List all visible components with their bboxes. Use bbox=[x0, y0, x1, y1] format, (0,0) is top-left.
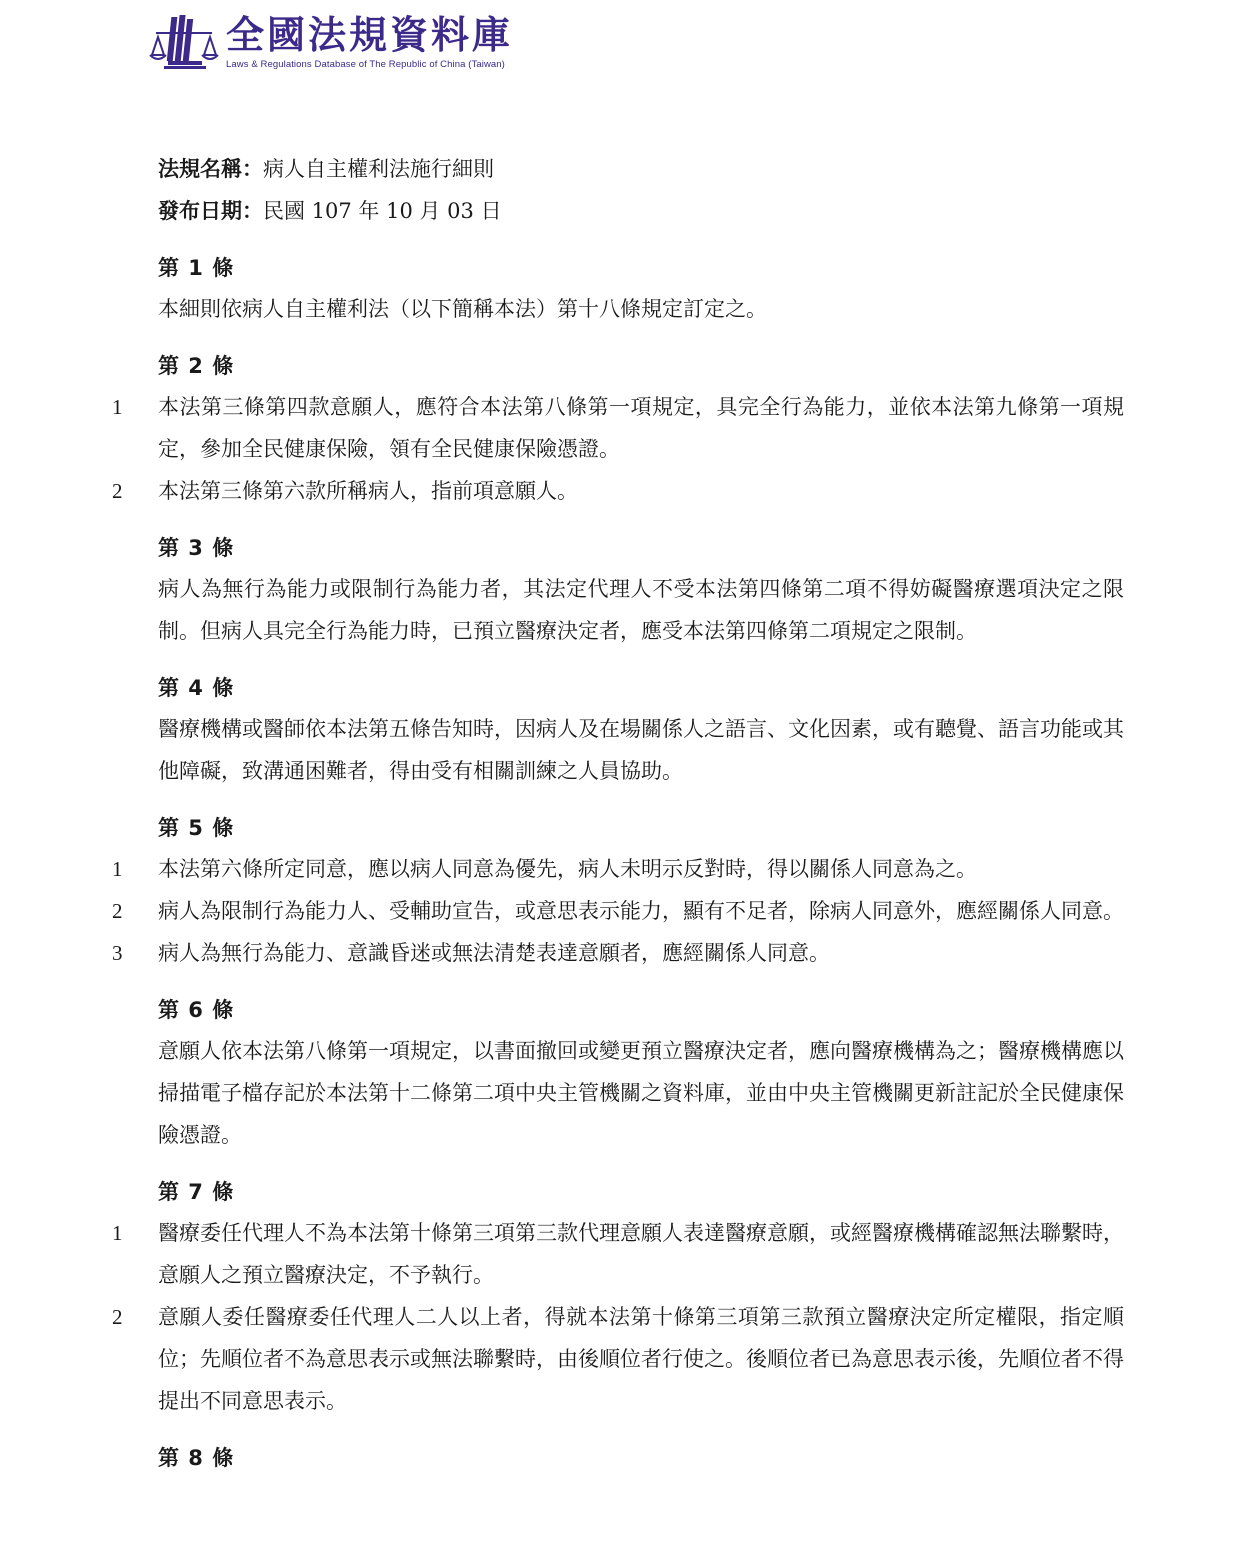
paragraph-number bbox=[0, 1030, 158, 1156]
law-name-row bbox=[158, 148, 1240, 190]
article-paragraph bbox=[0, 470, 1240, 512]
paragraph-number bbox=[0, 708, 158, 792]
paragraph-number: 3 bbox=[112, 941, 123, 965]
article bbox=[0, 1438, 1240, 1478]
article-title: 第 6 條 bbox=[158, 998, 235, 1022]
article-paragraph bbox=[0, 568, 1240, 652]
article-title: 第 2 條 bbox=[158, 354, 235, 378]
site-title: 全國法規資料庫 bbox=[226, 12, 514, 57]
article bbox=[0, 346, 1240, 512]
paragraph-text: 醫療機構或醫師依本法第五條告知時，因病人及在場關係人之語言、文化因素，或有聽覺、語言功能或其他障礙，致溝通困難者，得由受有相關訓練之人員協助。 bbox=[158, 717, 1124, 783]
paragraph-number: 1 bbox=[112, 1221, 123, 1245]
paragraph-number bbox=[0, 568, 158, 652]
paragraph-text: 病人為限制行為能力人、受輔助宣告，或意思表示能力，顯有不足者，除病人同意外，應經關係人同意。 bbox=[158, 899, 1124, 923]
article bbox=[0, 528, 1240, 652]
article bbox=[0, 248, 1240, 330]
paragraph-text: 本細則依病人自主權利法（以下簡稱本法）第十八條規定訂定之。 bbox=[158, 297, 767, 321]
publish-date-row bbox=[158, 190, 1240, 232]
paragraph-number: 2 bbox=[112, 1305, 123, 1329]
publish-date-value: 民國 107 年 10 月 03 日 bbox=[263, 199, 502, 223]
article bbox=[0, 668, 1240, 792]
article-paragraph bbox=[0, 288, 1240, 330]
article-paragraph bbox=[0, 1030, 1240, 1156]
article-title: 第 3 條 bbox=[158, 536, 235, 560]
site-header bbox=[148, 10, 513, 72]
paragraph-number: 1 bbox=[112, 395, 123, 419]
scales-books-icon bbox=[148, 11, 220, 71]
article-title: 第 1 條 bbox=[158, 256, 235, 280]
publish-date-label: 發布日期： bbox=[158, 199, 263, 223]
site-subtitle: Laws & Regulations Database of The Republic of China (Taiwan) bbox=[226, 58, 505, 70]
article-title: 第 5 條 bbox=[158, 816, 235, 840]
article bbox=[0, 1172, 1240, 1422]
article-paragraph bbox=[0, 386, 1240, 470]
article bbox=[0, 808, 1240, 974]
paragraph-text: 本法第三條第六款所稱病人，指前項意願人。 bbox=[158, 479, 578, 503]
article-title: 第 4 條 bbox=[158, 676, 235, 700]
paragraph-text: 意願人依本法第八條第一項規定，以書面撤回或變更預立醫療決定者，應向醫療機構為之；醫療機構應以掃描電子檔存記於本法第十二條第二項中央主管機關之資料庫，並由中央主管機關更新註記於全民健康保險憑證。 bbox=[158, 1039, 1124, 1147]
paragraph-text: 本法第三條第四款意願人，應符合本法第八條第一項規定，具完全行為能力，並依本法第九條第一項規定，參加全民健康保險，領有全民健康保險憑證。 bbox=[158, 395, 1124, 461]
article bbox=[0, 990, 1240, 1156]
article-paragraph bbox=[0, 1212, 1240, 1296]
article-paragraph bbox=[0, 932, 1240, 974]
paragraph-text: 病人為無行為能力、意識昏迷或無法清楚表達意願者，應經關係人同意。 bbox=[158, 941, 830, 965]
paragraph-number: 2 bbox=[112, 479, 123, 503]
article-paragraph bbox=[0, 848, 1240, 890]
paragraph-text: 本法第六條所定同意，應以病人同意為優先，病人未明示反對時，得以關係人同意為之。 bbox=[158, 857, 977, 881]
law-document bbox=[0, 148, 1240, 1478]
law-name-value: 病人自主權利法施行細則 bbox=[263, 157, 494, 181]
paragraph-number: 1 bbox=[112, 857, 123, 881]
article-title: 第 8 條 bbox=[158, 1446, 235, 1470]
paragraph-text: 醫療委任代理人不為本法第十條第三項第三款代理意願人表達醫療意願，或經醫療機構確認無法聯繫時，意願人之預立醫療決定，不予執行。 bbox=[158, 1221, 1124, 1287]
article-paragraph bbox=[0, 1296, 1240, 1422]
law-name-label: 法規名稱： bbox=[158, 157, 263, 181]
article-paragraph bbox=[0, 890, 1240, 932]
paragraph-text: 病人為無行為能力或限制行為能力者，其法定代理人不受本法第四條第二項不得妨礙醫療選項決定之限制。但病人具完全行為能力時，已預立醫療決定者，應受本法第四條第二項規定之限制。 bbox=[158, 577, 1124, 643]
paragraph-text: 意願人委任醫療委任代理人二人以上者，得就本法第十條第三項第三款預立醫療決定所定權限，指定順位；先順位者不為意思表示或無法聯繫時，由後順位者行使之。後順位者已為意思表示後，先順位者不得提出不同意思表示。 bbox=[158, 1305, 1124, 1413]
article-title: 第 7 條 bbox=[158, 1180, 235, 1204]
paragraph-number bbox=[0, 288, 158, 330]
article-paragraph bbox=[0, 708, 1240, 792]
article-list bbox=[0, 248, 1240, 1478]
paragraph-number: 2 bbox=[112, 899, 123, 923]
